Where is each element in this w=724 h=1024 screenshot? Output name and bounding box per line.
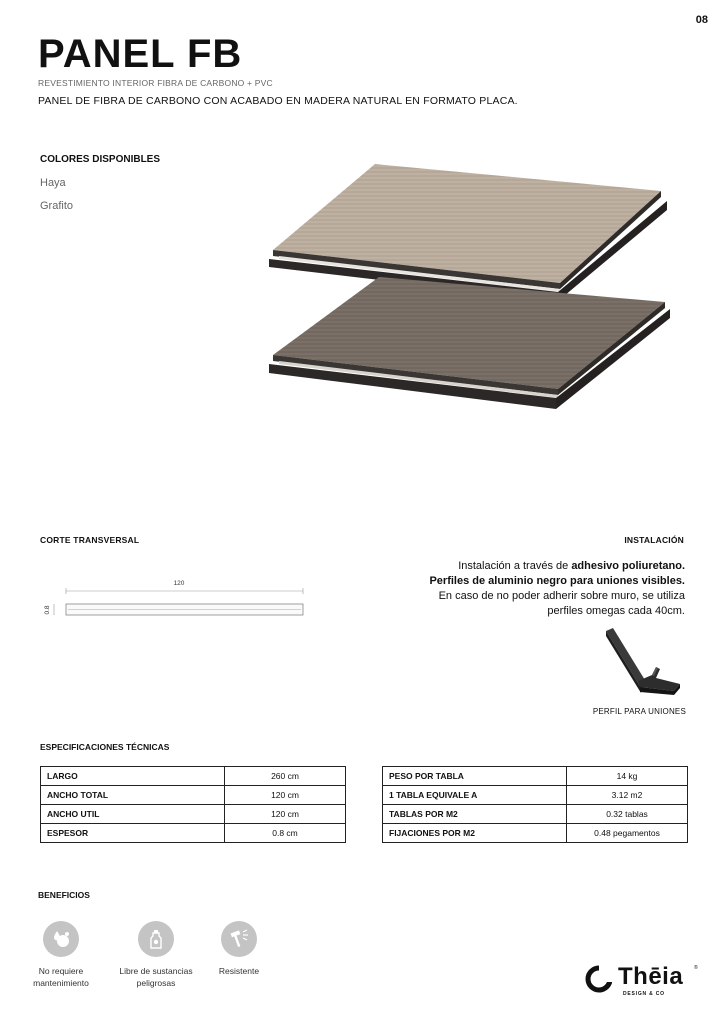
table-row <box>383 786 688 805</box>
cross-section-width-label: 120 <box>173 580 185 587</box>
spec-value: 0.32 tablas <box>567 805 688 824</box>
logo-tagline: DESIGN & CO <box>623 991 665 997</box>
table-row <box>41 805 346 824</box>
spec-value: 14 kg <box>567 767 688 786</box>
spec-value: 260 cm <box>225 767 346 786</box>
panels-illustration <box>265 155 675 430</box>
spec-label: ANCHO UTIL <box>41 805 225 824</box>
spec-label: ESPESOR <box>41 824 225 843</box>
benefit-label-line1: Resistente <box>218 966 260 976</box>
page-number: 08 <box>695 14 708 26</box>
install-line3: En caso de no poder adherir sobre muro, se utiliza <box>438 590 685 602</box>
table-row <box>41 767 346 786</box>
install-line1-prefix: Instalación a través de <box>458 560 572 572</box>
specs-heading: ESPECIFICACIONES TÉCNICAS <box>40 742 170 752</box>
spec-value: 3.12 m2 <box>567 786 688 805</box>
profile-caption: PERFIL PARA UNIONES <box>592 707 686 716</box>
benefits-heading: BENEFICIOS <box>38 890 90 900</box>
benefit-label-line2: peligrosas <box>136 978 176 988</box>
panel-grafito <box>269 277 670 409</box>
benefit-label-line2: mantenimiento <box>33 978 89 988</box>
installation-text <box>365 559 685 619</box>
panel-haya <box>269 164 667 301</box>
color-grafito: Grafito <box>40 200 74 212</box>
install-line2-bold: Perfiles de aluminio negro para uniones visibles. <box>429 575 685 587</box>
spec-label: TABLAS POR M2 <box>383 805 567 824</box>
spec-label: PESO POR TABLA <box>383 767 567 786</box>
specs-table-left <box>40 766 346 843</box>
specs-table-right <box>382 766 688 843</box>
aluminum-profile-icon <box>600 625 686 700</box>
installation-heading: INSTALACIÓN <box>624 535 684 545</box>
page-subtitle: REVESTIMIENTO INTERIOR FIBRA DE CARBONO + PVC <box>38 78 273 88</box>
product-description: PANEL DE FIBRA DE CARBONO CON ACABADO EN MADERA NATURAL EN FORMATO PLACA. <box>38 95 518 107</box>
benefit-no-maintenance <box>11 921 111 989</box>
brand-logo <box>585 962 700 1002</box>
benefit-resistant <box>189 921 289 977</box>
spec-label: ANCHO TOTAL <box>41 786 225 805</box>
table-row <box>41 786 346 805</box>
spec-value: 120 cm <box>225 786 346 805</box>
colors-heading: COLORES DISPONIBLES <box>40 154 161 165</box>
spec-label: FIJACIONES POR M2 <box>383 824 567 843</box>
table-row <box>41 824 346 843</box>
cross-section-drawing <box>38 572 313 622</box>
spec-label: LARGO <box>41 767 225 786</box>
cross-section-thickness-label: 0.8 <box>44 605 51 615</box>
color-haya: Haya <box>40 177 66 189</box>
table-row <box>383 767 688 786</box>
logo-registered: ® <box>694 965 698 971</box>
spec-label: 1 TABLA EQUIVALE A <box>383 786 567 805</box>
logo-name: Thēia <box>618 963 684 990</box>
hammer-icon <box>221 921 257 957</box>
table-row <box>383 805 688 824</box>
spec-value: 0.8 cm <box>225 824 346 843</box>
page-title: PANEL FB <box>38 32 243 76</box>
benefit-label-line1: Libre de sustancias <box>119 966 193 976</box>
benefit-label-line1: No requiere <box>38 966 84 976</box>
install-line1-bold: adhesivo poliuretano. <box>571 560 685 572</box>
table-row <box>383 824 688 843</box>
install-line4: perfiles omegas cada 40cm. <box>547 605 685 617</box>
cross-section-heading: CORTE TRANSVERSAL <box>40 535 140 545</box>
spec-value: 0.48 pegamentos <box>567 824 688 843</box>
bottle-icon <box>138 921 174 957</box>
drops-icon <box>43 921 79 957</box>
logo-mark-icon <box>585 965 613 993</box>
spec-value: 120 cm <box>225 805 346 824</box>
